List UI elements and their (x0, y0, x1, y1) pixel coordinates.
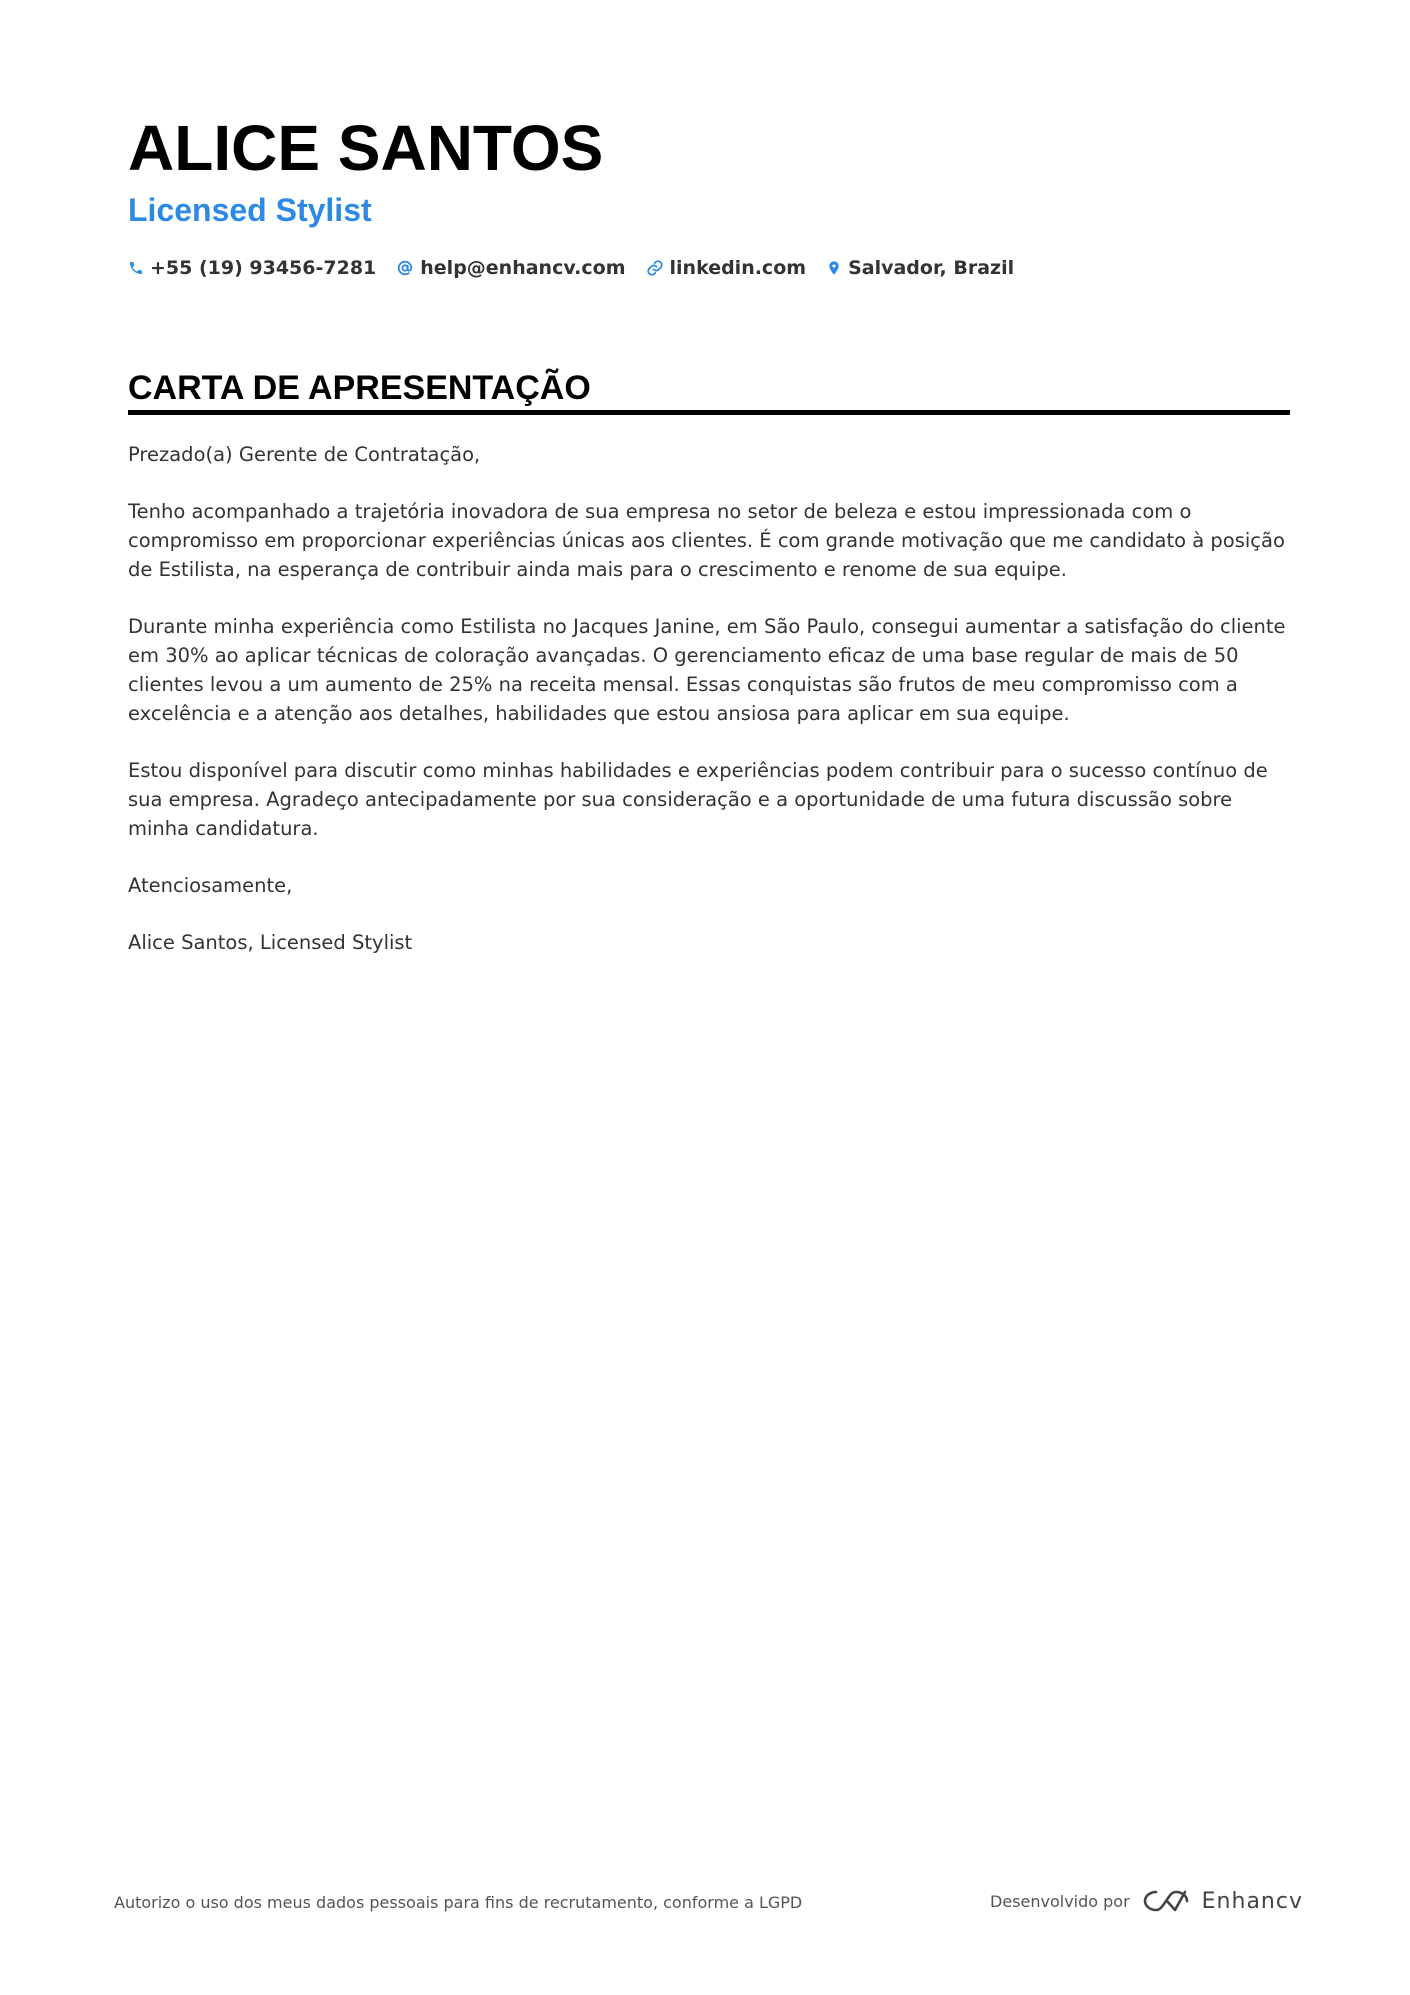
contact-email[interactable] (396, 257, 625, 279)
letter-body (128, 440, 1290, 985)
location-pin-icon (826, 259, 842, 277)
contact-linkedin-text: linkedin.com (669, 257, 807, 279)
contact-location (826, 257, 1014, 279)
footer-consent: Autorizo o uso dos meus dados pessoais para fins de recrutamento, conforme a LGPD (114, 1893, 803, 1912)
letter-paragraph-1: Tenho acompanhado a trajetória inovadora de sua empresa no setor de beleza e estou impressionada com o compromisso em proporcionar experiências únicas aos clientes. É com grande motivação que me candidato à posição de Estilista, na esperança de contribuir ainda mais para o crescimento e renome de sua equipe. (128, 500, 1285, 581)
candidate-name: ALICE SANTOS (128, 112, 604, 184)
link-icon (646, 259, 664, 277)
powered-by-label: Desenvolvido por (990, 1891, 1130, 1911)
section-title: CARTA DE APRESENTAÇÃO (128, 369, 591, 407)
letter-paragraph-3: Estou disponível para discutir como minhas habilidades e experiências podem contribuir para o sucesso contínuo de sua empresa. Agradeço antecipadamente por sua consideração e a oportunidade de uma futura discussão sobre minha candidatura. (128, 759, 1268, 840)
contact-location-text: Salvador, Brazil (848, 257, 1015, 279)
letter-paragraph-2: Durante minha experiência como Estilista no Jacques Janine, em São Paulo, consegui aumentar a satisfação do cliente em 30% ao aplicar técnicas de coloração avançadas. O gerenciamento eficaz de uma base regular de mais de 50 clientes levou a um aumento de 25% na receita mensal. Essas conquistas são frutos de meu compromisso com a excelência e a atenção aos detalhes, habilidades que estou ansiosa para aplicar em sua equipe. (128, 615, 1286, 725)
phone-icon (128, 260, 144, 276)
letter-signature: Alice Santos, Licensed Stylist (128, 931, 413, 954)
at-icon (396, 259, 414, 277)
enhancv-logo-icon (1142, 1888, 1190, 1914)
contact-bar (128, 252, 1034, 284)
brand-name: Enhancv (1201, 1888, 1303, 1914)
contact-linkedin[interactable] (646, 257, 807, 279)
letter-closing: Atenciosamente, (128, 874, 293, 897)
contact-phone (128, 257, 376, 279)
section-divider (128, 410, 1290, 415)
contact-email-text: help@enhancv.com (420, 257, 626, 279)
contact-phone-text: +55 (19) 93456-7281 (150, 257, 377, 279)
letter-greeting: Prezado(a) Gerente de Contratação, (128, 443, 481, 466)
footer-branding[interactable] (990, 1884, 1303, 1918)
candidate-role: Licensed Stylist (128, 192, 372, 228)
